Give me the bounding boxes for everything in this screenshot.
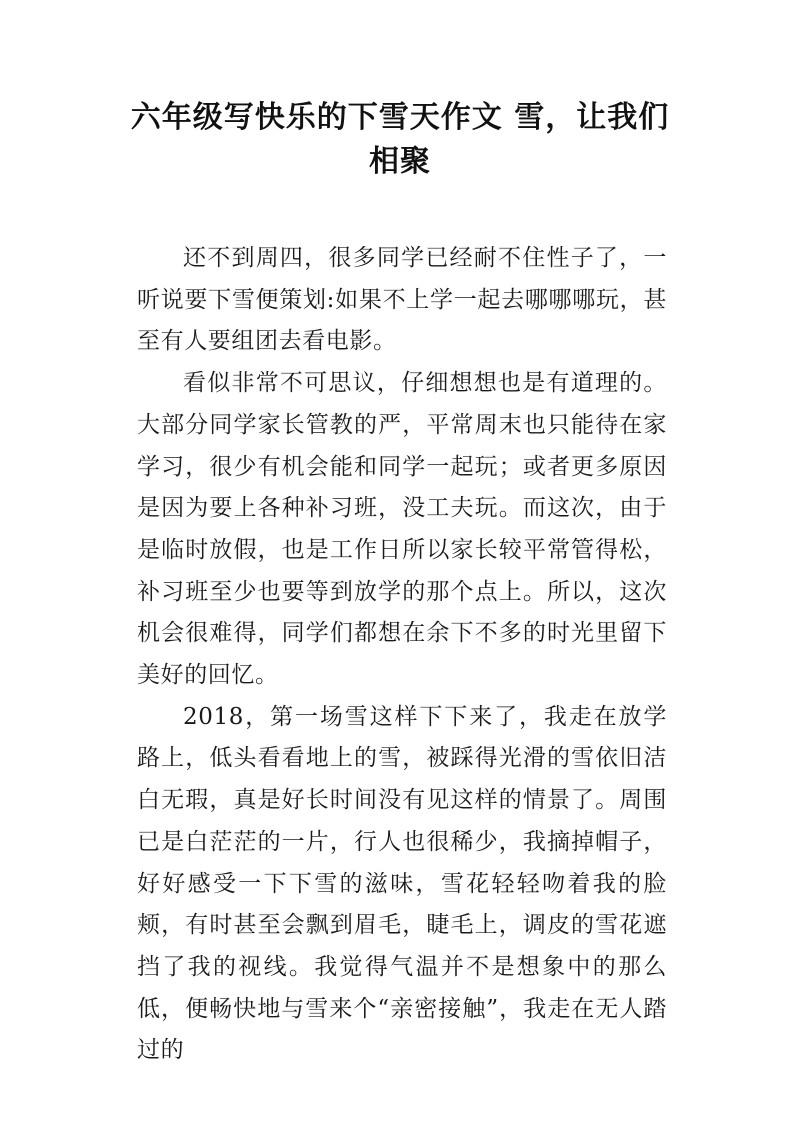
paragraph-2: 看似非常不可思议，仔细想想也是有道理的。大部分同学家长管教的严，平常周末也只能待在家学习，很少有机会能和同学一起玩；或者更多原因是因为要上各种补习班，没工夫玩。而这次，由于是临时放假，也是工作日所以家长较平常管得松，补习班至少也要等到放学的那个点上。所以，这次机会很难得，同学们都想在余下不多的时光里留下美好的回忆。 xyxy=(137,370,667,689)
document-body xyxy=(137,238,667,1072)
document-title: 六年级写快乐的下雪天作文 雪，让我们相聚 xyxy=(130,100,670,179)
paragraph-1: 还不到周四，很多同学已经耐不住性子了，一听说要下雪便策划:如果不上学一起去哪哪哪玩，甚至有人要组团去看电影。 xyxy=(137,245,667,355)
paragraph-3: 2018，第一场雪这样下下来了，我走在放学路上，低头看看地上的雪，被踩得光滑的雪依旧洁白无瑕，真是好长时间没有见这样的情景了。周围已是白茫茫的一片，行人也很稀少，我摘掉帽子，好好感受一下下雪的滋味，雪花轻轻吻着我的脸颊，有时甚至会飘到眉毛，睫毛上，调皮的雪花遮挡了我的视线。我觉得气温并不是想象中的那么低，便畅快地与雪来个“亲密接触”，我走在无人踏过的 xyxy=(137,703,667,1064)
